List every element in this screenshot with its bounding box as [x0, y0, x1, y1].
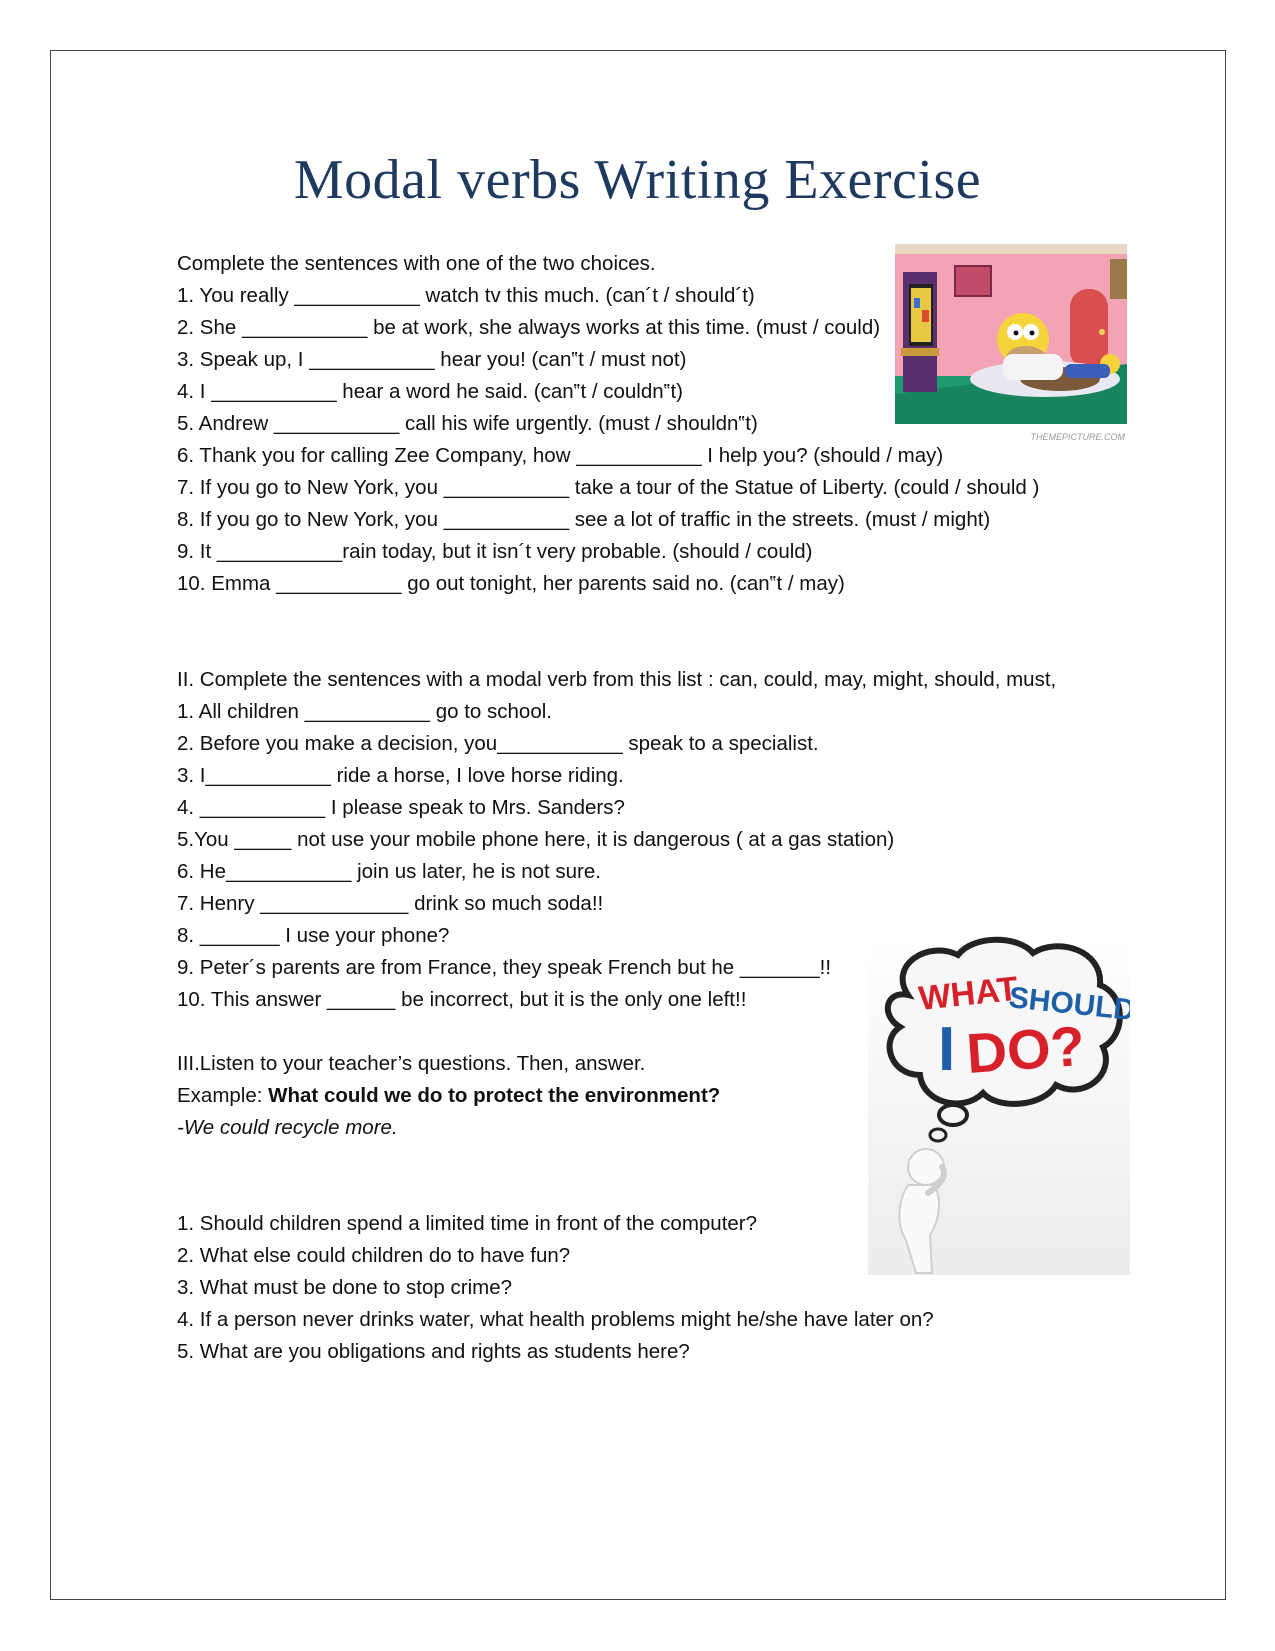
part1-item: 4. I ___________ hear a word he said. (can‟t / couldn‟t)	[177, 380, 683, 403]
part3-item: 2. What else could children do to have fun?	[177, 1244, 571, 1267]
part3-instruction: III.Listen to your teacher’s questions. Then, answer.	[177, 1052, 646, 1075]
part2-item: 5.You _____ not use your mobile phone here, it is dangerous ( at a gas station)	[177, 828, 895, 851]
part1-item: 8. If you go to New York, you ___________ see a lot of traffic in the streets. (must / might)	[177, 508, 991, 531]
part1-item: 10. Emma ___________ go out tonight, her parents said no. (can‟t / may)	[177, 572, 845, 595]
part2-item: 10. This answer ______ be incorrect, but it is the only one left!!	[177, 988, 747, 1011]
part2-item: 6. He___________ join us later, he is not sure.	[177, 860, 601, 883]
example-label: Example:	[177, 1084, 269, 1107]
part1-item: 1. You really ___________ watch tv this much. (can´t / should´t)	[177, 284, 755, 307]
part2-item: 3. I___________ ride a horse, I love horse riding.	[177, 764, 624, 787]
part2-item: 9. Peter´s parents are from France, they speak French but he _______!!	[177, 956, 832, 979]
part1-item: 9. It ___________rain today, but it isn´t very probable. (should / could)	[177, 540, 813, 563]
cloud-word-i: I	[938, 1015, 956, 1084]
cartoon-tv-image	[895, 244, 1127, 444]
part2-item: 7. Henry _____________ drink so much soda!!	[177, 892, 604, 915]
part1-item: 7. If you go to New York, you ___________ take a tour of the Statue of Liberty. (could / should )	[177, 476, 1040, 499]
what-should-i-do-image	[868, 935, 1130, 1275]
part2-item: 2. Before you make a decision, you___________ speak to a specialist.	[177, 732, 819, 755]
image-credit: THEMEPICTURE.COM	[1030, 432, 1125, 442]
example-question: What could we do to protect the environment?	[268, 1084, 721, 1107]
example-answer: -We could recycle more.	[177, 1116, 398, 1139]
part1-item: 6. Thank you for calling Zee Company, how ___________ I help you? (should / may)	[177, 444, 944, 467]
part3-example	[177, 1083, 720, 1109]
part3-item: 3. What must be done to stop crime?	[177, 1276, 512, 1299]
cloud-word-what: WHAT	[916, 969, 1020, 1018]
part1-instruction: Complete the sentences with one of the two choices.	[177, 252, 656, 275]
part1-item: 5. Andrew ___________ call his wife urgently. (must / shouldn‟t)	[177, 412, 758, 435]
part1-item: 3. Speak up, I ___________ hear you! (can‟t / must not)	[177, 348, 687, 371]
part1-item: 2. She ___________ be at work, she always works at this time. (must / could)	[177, 316, 881, 339]
cloud-word-should: SHOULD	[1007, 981, 1130, 1028]
part3-item: 1. Should children spend a limited time in front of the computer?	[177, 1212, 758, 1235]
part2-instruction: II. Complete the sentences with a modal verb from this list : can, could, may, might, should, must,	[177, 668, 1057, 691]
part2-item: 1. All children ___________ go to school.	[177, 700, 552, 723]
part3-item: 4. If a person never drinks water, what health problems might he/she have later on?	[177, 1308, 934, 1331]
part2-item: 4. ___________ I please speak to Mrs. Sanders?	[177, 796, 625, 819]
part2-item: 8. _______ I use your phone?	[177, 924, 450, 947]
page-title: Modal verbs Writing Exercise	[293, 149, 982, 211]
cloud-word-do: DO?	[964, 1013, 1087, 1085]
part3-item: 5. What are you obligations and rights as students here?	[177, 1340, 690, 1363]
